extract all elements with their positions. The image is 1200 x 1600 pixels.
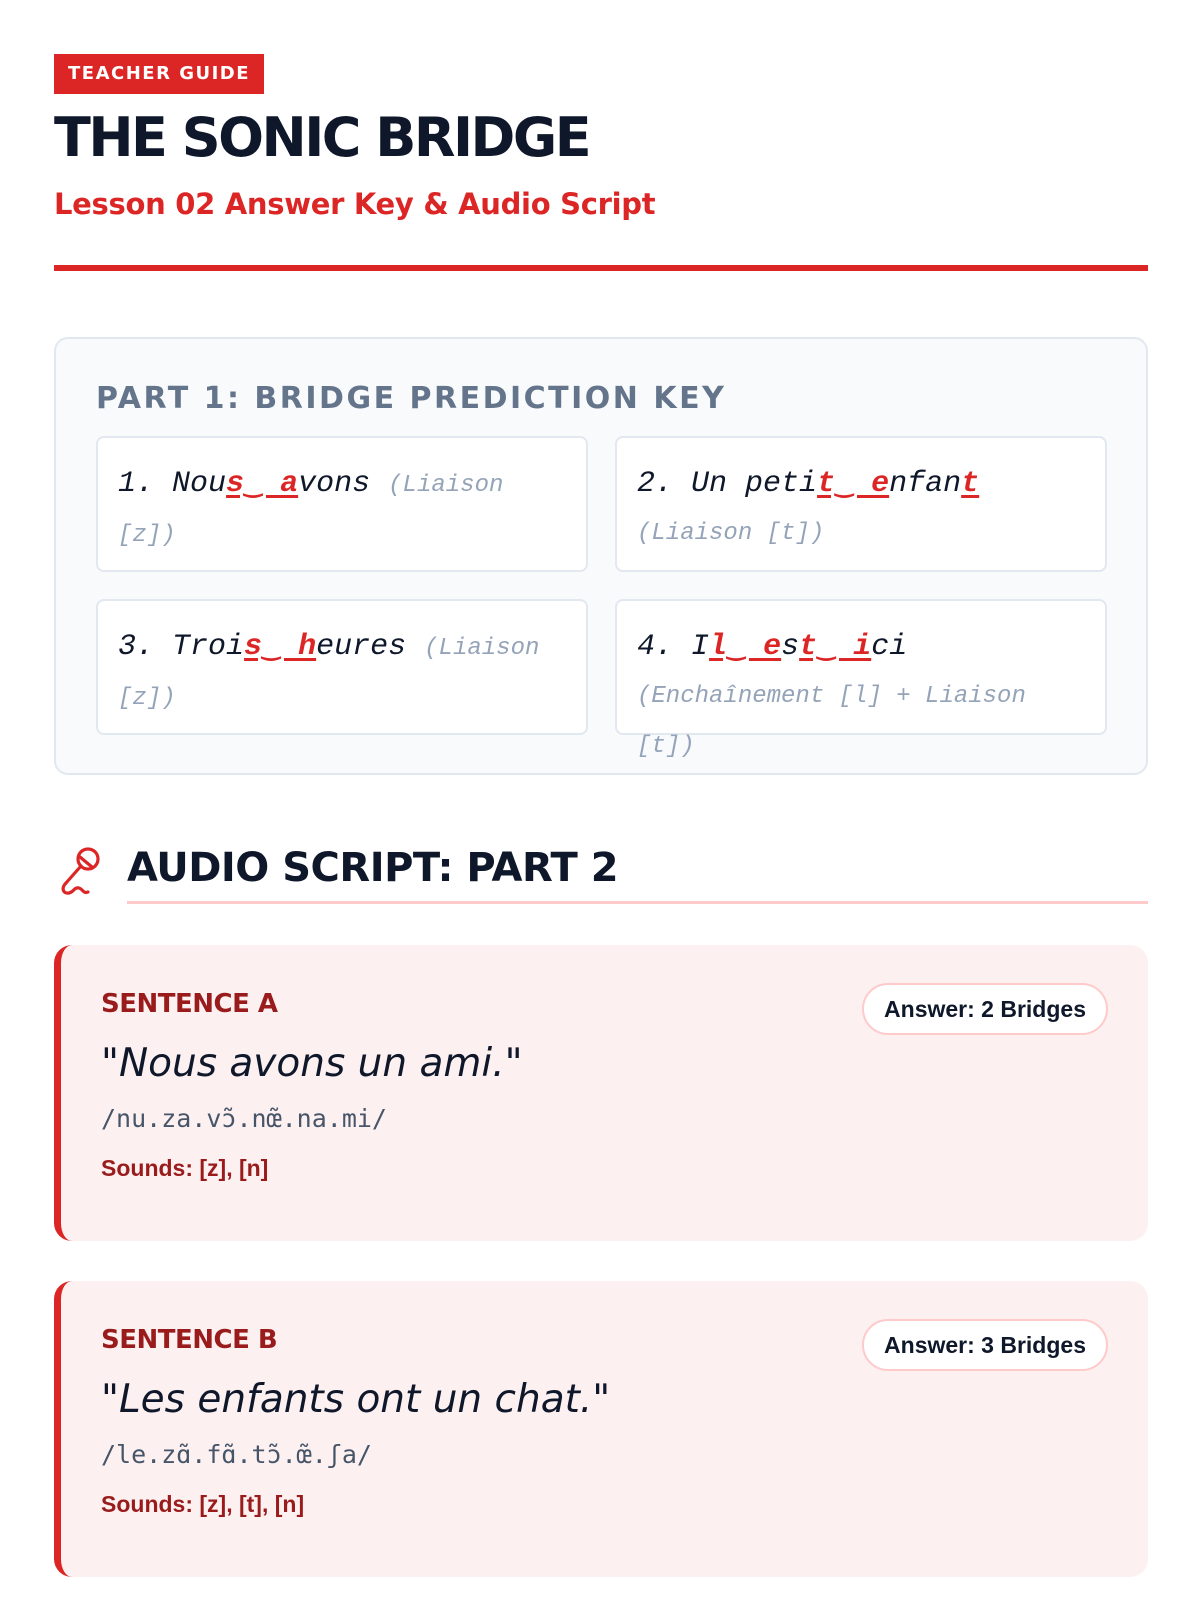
prediction-card-4 [615,599,1107,760]
sentence-text: "Les enfants ont un chat." [101,1376,611,1422]
item-number: 3. [118,629,155,664]
item-number: 2. [637,466,674,501]
liaison-highlight: l‿ e [709,629,782,664]
page-title: THE SONIC BRIDGE [54,106,590,169]
item-number: 1. [118,466,155,501]
sounds-list: Sounds: [z], [n] [101,1154,269,1181]
prediction-card-2 [615,436,1107,572]
prediction-card-3 [96,599,588,735]
item-text: s [781,629,800,664]
ipa-transcription: /le.zɑ̃.fɑ̃.tɔ̃.œ̃.ʃa/ [101,1439,372,1469]
audio-script-header [54,845,1148,905]
item-text: nfan [889,466,962,501]
item-text: Troi [172,629,245,664]
liaison-highlight: t‿ i [799,629,872,664]
answer-badge: Answer: 3 Bridges [862,1319,1108,1371]
liaison-highlight: s‿ a [226,466,299,501]
item-text: I [691,629,710,664]
item-text: Nou [172,466,227,501]
liaison-highlight: t [961,466,980,501]
liaison-note: (Enchaînement [l] + Liaison [t]) [637,682,1026,760]
ipa-transcription: /nu.za.vɔ̃.nœ̃.na.mi/ [101,1103,387,1133]
item-text: Un peti [691,466,818,501]
sentence-text: "Nous avons un ami." [101,1040,523,1086]
microphone-icon [58,845,102,897]
sentence-card-b [54,1281,1148,1577]
sentence-label: SENTENCE A [101,988,278,1019]
teacher-guide-page [54,54,1148,1577]
liaison-highlight: t‿ e [817,466,890,501]
sounds-list: Sounds: [z], [t], [n] [101,1490,305,1517]
header-divider [54,265,1148,271]
item-text: eures [316,629,407,664]
liaison-note: (Liaison [z]) [118,634,540,712]
liaison-note: (Liaison [z]) [118,471,504,549]
liaison-highlight: s‿ h [244,629,317,664]
liaison-note: (Liaison [t]) [637,519,825,547]
prediction-key-grid [96,436,1106,760]
teacher-guide-badge: TEACHER GUIDE [54,54,264,94]
item-number: 4. [637,629,674,664]
page-subtitle: Lesson 02 Answer Key & Audio Script [54,186,656,221]
part1-title: PART 1: BRIDGE PREDICTION KEY [96,380,727,416]
answer-badge: Answer: 2 Bridges [862,983,1108,1035]
sentence-card-a [54,945,1148,1241]
audio-script-underline [127,901,1148,904]
sentence-label: SENTENCE B [101,1324,278,1355]
part1-panel [54,337,1148,775]
prediction-card-1 [96,436,588,572]
item-text: vons [298,466,371,501]
item-text: ci [871,629,908,664]
audio-script-title: AUDIO SCRIPT: PART 2 [127,844,619,891]
